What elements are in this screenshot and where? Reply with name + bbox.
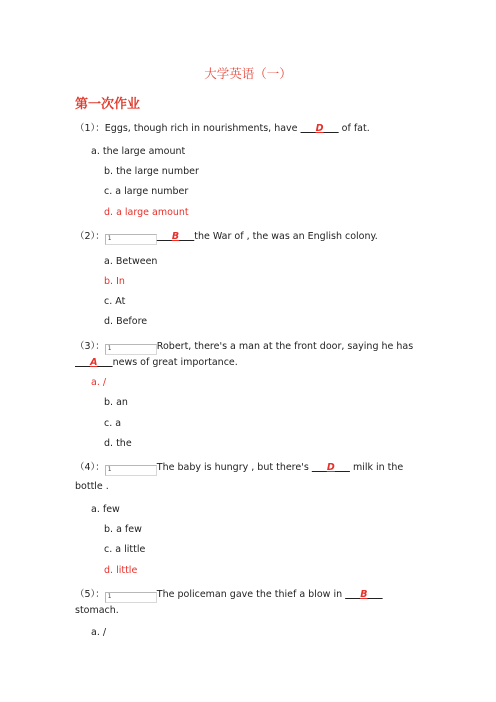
question-text-end: the War of , the was an English colony. [194,231,378,242]
answer-blank [157,231,194,242]
question-3-line-2 [75,356,238,370]
option-a[interactable]: a. few [91,504,120,515]
question-number: （2）： [75,231,105,242]
question-2 [75,230,378,245]
option-b-correct[interactable]: b. In [104,276,125,287]
question-text-end: news of great importance. [112,357,238,368]
option-a-correct[interactable]: a. / [91,377,107,388]
option-b[interactable]: b. an [104,397,128,408]
answer-letter: A [90,357,98,368]
answer-blank [312,462,350,473]
answer-letter: B [171,231,180,242]
answer-blank [345,589,382,600]
question-text: Eggs, though rich in nourishments, have [104,123,301,134]
question-text: The policeman gave the thief a blow in [156,589,346,600]
question-1 [75,122,370,136]
answer-letter: B [360,589,368,600]
question-5-line-2: stomach. [75,605,119,616]
question-text-end: of fat. [338,123,370,134]
question-text-end: milk in the [349,462,404,473]
option-c[interactable]: c. a little [104,544,146,555]
question-4-line-2: bottle . [75,481,109,492]
score-box[interactable]: 1 [105,592,157,603]
option-d[interactable]: d. the [104,438,132,449]
question-3 [75,340,413,355]
question-number: （4）： [75,462,105,473]
score-box[interactable]: 1 [105,234,157,245]
question-text: The baby is hungry , but there's [156,462,312,473]
question-number: （5）： [75,589,105,600]
option-a[interactable]: a. / [91,627,107,638]
option-c[interactable]: c. a large number [104,186,189,197]
option-a[interactable]: a. the large amount [91,146,186,157]
question-number: （3）： [75,341,105,352]
option-d-correct[interactable]: d. little [104,565,138,576]
question-number: （1）： [75,123,105,134]
answer-letter: D [326,462,335,473]
option-c[interactable]: c. a [104,418,122,429]
document-title: 大学英语（一） [204,66,292,81]
option-d[interactable]: d. Before [104,316,148,327]
option-b[interactable]: b. the large number [104,166,199,177]
answer-blank [301,123,339,134]
option-b[interactable]: b. a few [104,524,142,535]
answer-letter: D [315,123,324,134]
question-5 [75,588,383,603]
score-box[interactable]: 1 [105,344,157,355]
option-a[interactable]: a. Between [104,256,158,267]
option-c[interactable]: c. At [104,296,126,307]
option-d-correct[interactable]: d. a large amount [104,207,189,218]
section-heading: 第一次作业 [75,97,141,112]
score-box[interactable]: 1 [105,465,157,476]
question-text: Robert, there's a man at the front door, saying he has [156,341,414,352]
question-4 [75,461,403,476]
answer-blank [75,357,113,368]
